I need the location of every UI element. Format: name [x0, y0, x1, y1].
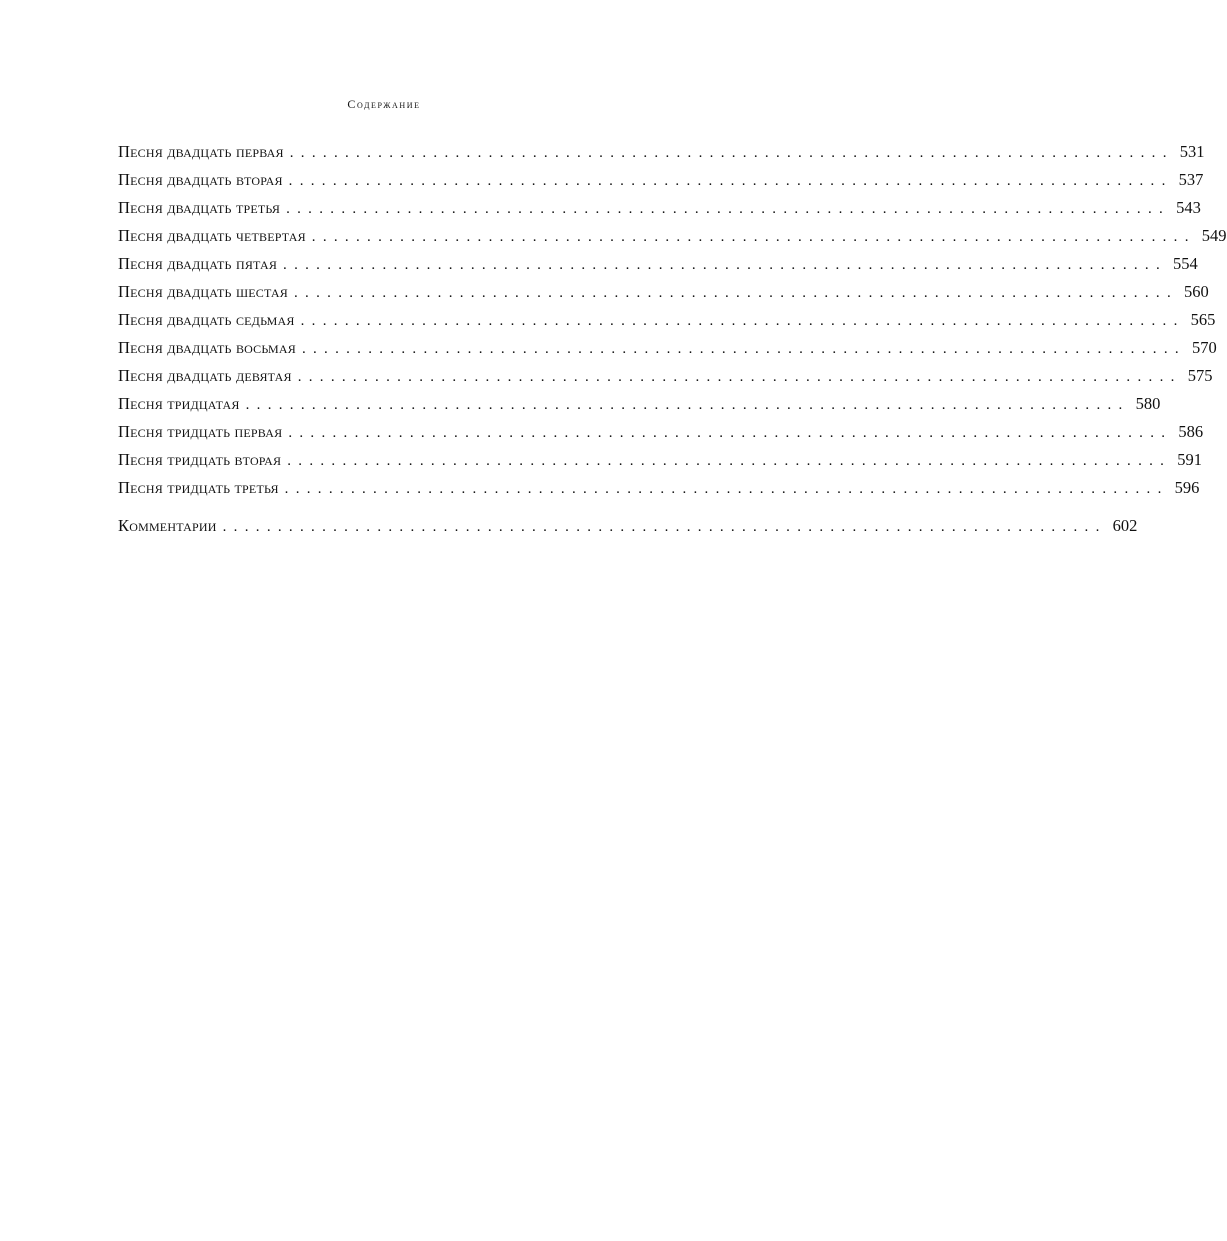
dot-leader: ................................................................................: [288, 173, 1173, 189]
dot-leader: ................................................................................: [283, 257, 1168, 273]
toc-entry-page: 549: [1201, 226, 1227, 245]
dot-leader: ................................................................................: [284, 481, 1169, 497]
toc-entry-page: 570: [1191, 338, 1217, 357]
dot-leader: ................................................................................: [301, 341, 1186, 357]
toc-entry-page: 560: [1184, 282, 1209, 301]
toc-entry: [118, 278, 1209, 306]
toc-entry-title: Песня тридцатая: [118, 394, 240, 413]
dot-leader: ................................................................................: [286, 201, 1171, 217]
dot-leader: ................................................................................: [294, 285, 1178, 301]
toc-entry-page: 580: [1135, 394, 1161, 413]
toc-entry-page: 575: [1187, 366, 1213, 385]
toc-entry-page: 554: [1173, 254, 1198, 273]
toc-entry-title: Комментарии: [118, 516, 217, 535]
toc-entry-page: 596: [1174, 478, 1200, 497]
table-of-contents: [118, 138, 1227, 540]
toc-entry-title: Песня тридцать третья: [118, 478, 279, 497]
toc-entry-title: Песня двадцать восьмая: [118, 338, 296, 357]
toc-entry-page: 531: [1179, 142, 1205, 161]
toc-entry-page: 602: [1112, 516, 1138, 535]
dot-leader: ................................................................................: [245, 397, 1130, 413]
toc-entry-title: Песня тридцать вторая: [118, 450, 282, 469]
toc-entry-title: Песня двадцать первая: [118, 142, 284, 161]
toc-entry-title: Песня двадцать третья: [118, 198, 281, 217]
dot-leader: ................................................................................: [297, 369, 1182, 385]
dot-leader: ................................................................................: [300, 313, 1185, 329]
toc-entry-title: Песня двадцать девятая: [118, 366, 292, 385]
toc-entry: [118, 166, 1204, 194]
dot-leader: ................................................................................: [311, 229, 1196, 245]
dot-leader: ................................................................................: [222, 519, 1107, 535]
toc-entry: [118, 194, 1201, 222]
dot-leader: ................................................................................: [287, 453, 1172, 469]
toc-entry-title: Песня двадцать пятая: [118, 254, 278, 273]
toc-entry: [118, 306, 1216, 334]
toc-entry-comments: [118, 512, 1138, 540]
toc-entry: [118, 418, 1204, 446]
running-head: Содержание: [347, 97, 421, 111]
toc-entry: [118, 138, 1205, 166]
toc-entry-page: 543: [1176, 198, 1201, 217]
toc-entry: [118, 250, 1198, 278]
toc-entry: [118, 474, 1200, 502]
toc-entry-page: 591: [1177, 450, 1202, 469]
toc-entry-title: Песня двадцать седьмая: [118, 310, 295, 329]
toc-entry-title: Песня тридцать первая: [118, 422, 283, 441]
toc-entry: [118, 222, 1227, 250]
toc-entry: [118, 362, 1213, 390]
toc-entry-title: Песня двадцать четвертая: [118, 226, 306, 245]
dot-leader: ................................................................................: [289, 145, 1174, 161]
toc-entry-page: 537: [1178, 170, 1204, 189]
toc-entry: [118, 334, 1217, 362]
toc-entry-title: Песня двадцать вторая: [118, 170, 283, 189]
toc-entry-page: 586: [1178, 422, 1204, 441]
dot-leader: ................................................................................: [288, 425, 1173, 441]
toc-entry: [118, 390, 1161, 418]
toc-entry-page: 565: [1190, 310, 1216, 329]
toc-entry: [118, 446, 1202, 474]
toc-entry-title: Песня двадцать шестая: [118, 282, 288, 301]
